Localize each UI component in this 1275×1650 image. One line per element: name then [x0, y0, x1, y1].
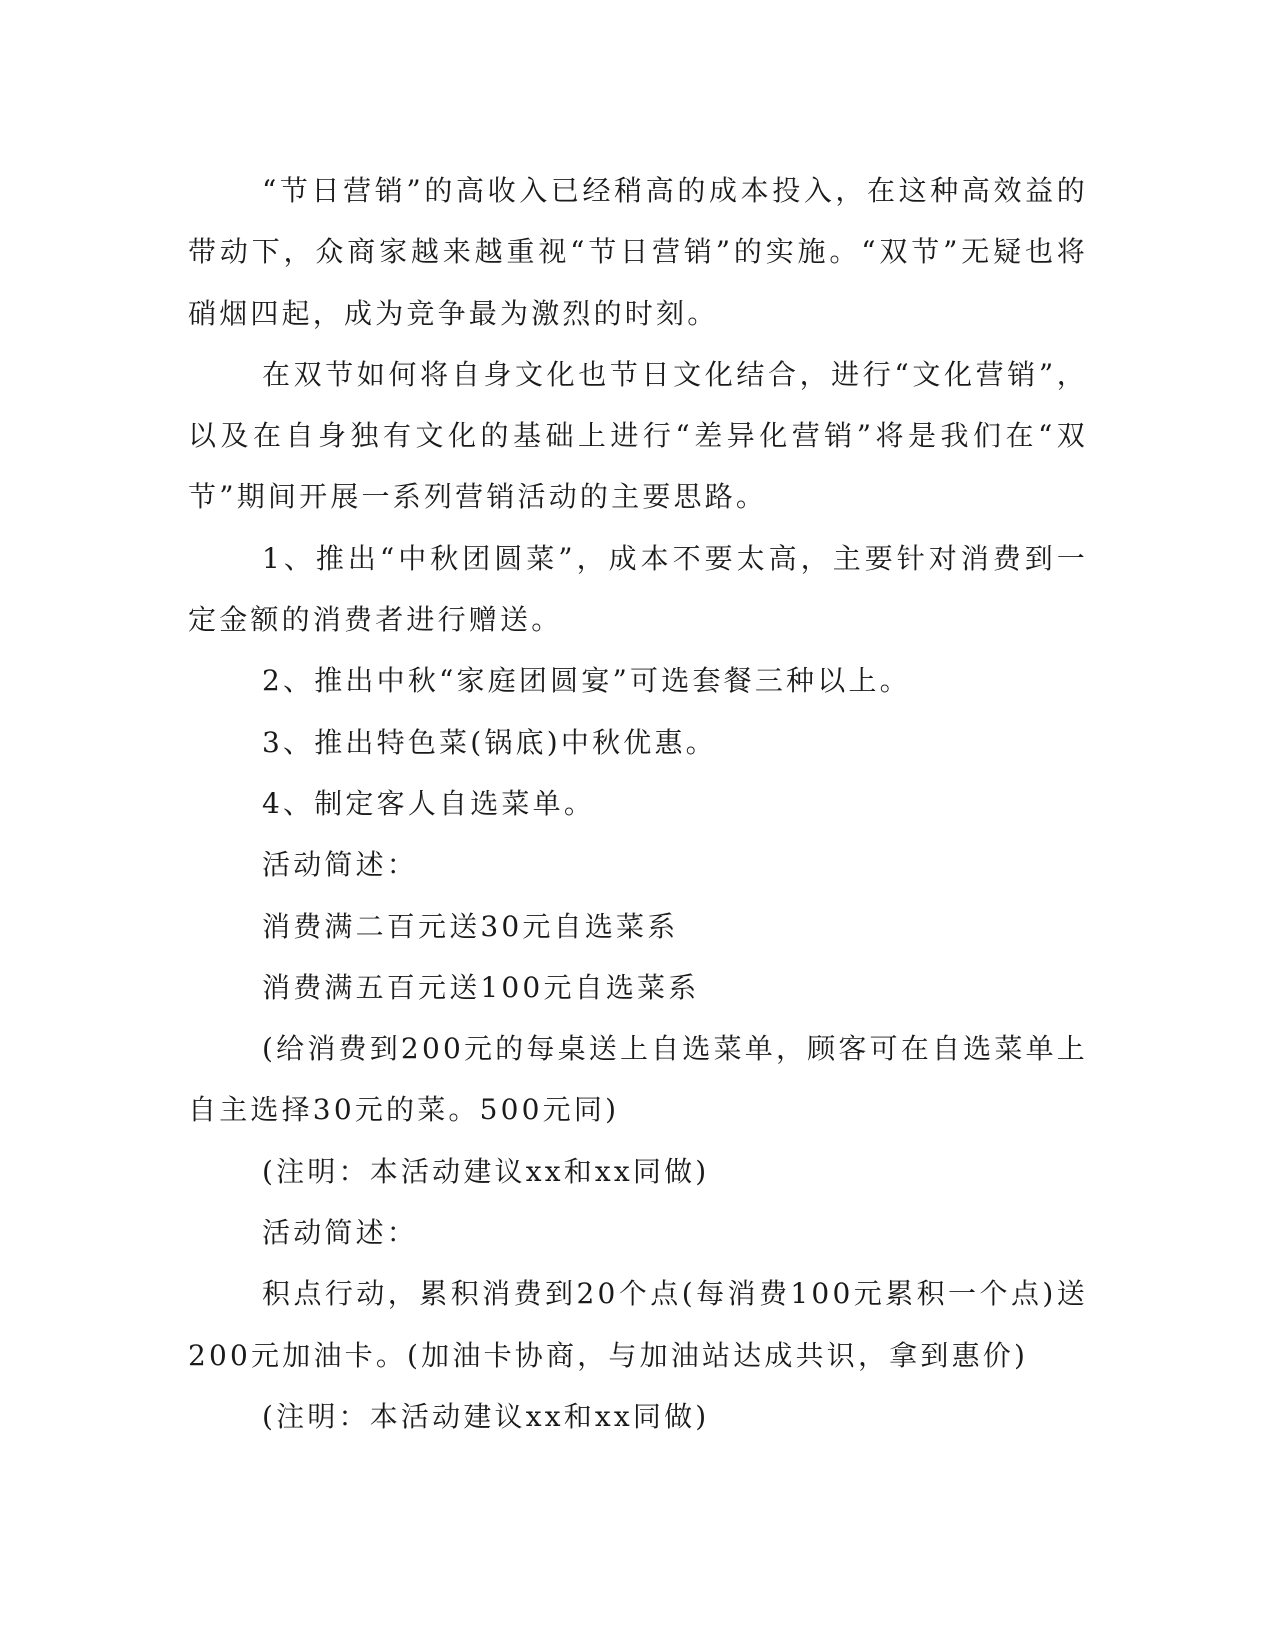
document-body — [188, 160, 1088, 1447]
offer-500: 消费满五百元送100元自选菜系 — [262, 970, 700, 1004]
points-activity: 积点行动，累积消费到20个点(每消费100元累积一个点)送200元加油卡。(加油卡协商，与加油站达成共识，拿到惠价) — [188, 1277, 1088, 1372]
list-item-1: 1、推出“中秋团圆菜”，成本不要太高，主要针对消费到一定金额的消费者进行赠送。 — [188, 541, 1088, 637]
paragraph-intro: “节日营销”的高收入已经稍高的成本投入，在这种高效益的带动下，众商家越来越重视“节日营销”的实施。“双节”无疑也将硝烟四起，成为竞争最为激烈的时刻。 — [188, 174, 1088, 330]
offer-200: 消费满二百元送30元自选菜系 — [262, 909, 679, 943]
section-heading-activity-2: 活动简述： — [262, 1216, 419, 1250]
remark-1: (注明：本活动建议xx和xx同做) — [262, 1154, 710, 1188]
paragraph-strategy: 在双节如何将自身文化也节日文化结合，进行“文化营销”，以及在自身独有文化的基础上进行“差异化营销”将是我们在“双节”期间开展一系列营销活动的主要思路。 — [188, 357, 1088, 514]
section-heading-activity-1: 活动简述： — [262, 848, 419, 882]
list-item-2: 2、推出中秋“家庭团圆宴”可选套餐三种以上。 — [262, 664, 911, 698]
list-item-4: 4、制定客人自选菜单。 — [262, 786, 596, 820]
remark-2: (注明：本活动建议xx和xx同做) — [262, 1399, 710, 1433]
offer-note: (给消费到200元的每桌送上自选菜单，顾客可在自选菜单上自主选择30元的菜。500元同) — [188, 1032, 1088, 1127]
list-item-3: 3、推出特色菜(锅底)中秋优惠。 — [262, 725, 717, 759]
